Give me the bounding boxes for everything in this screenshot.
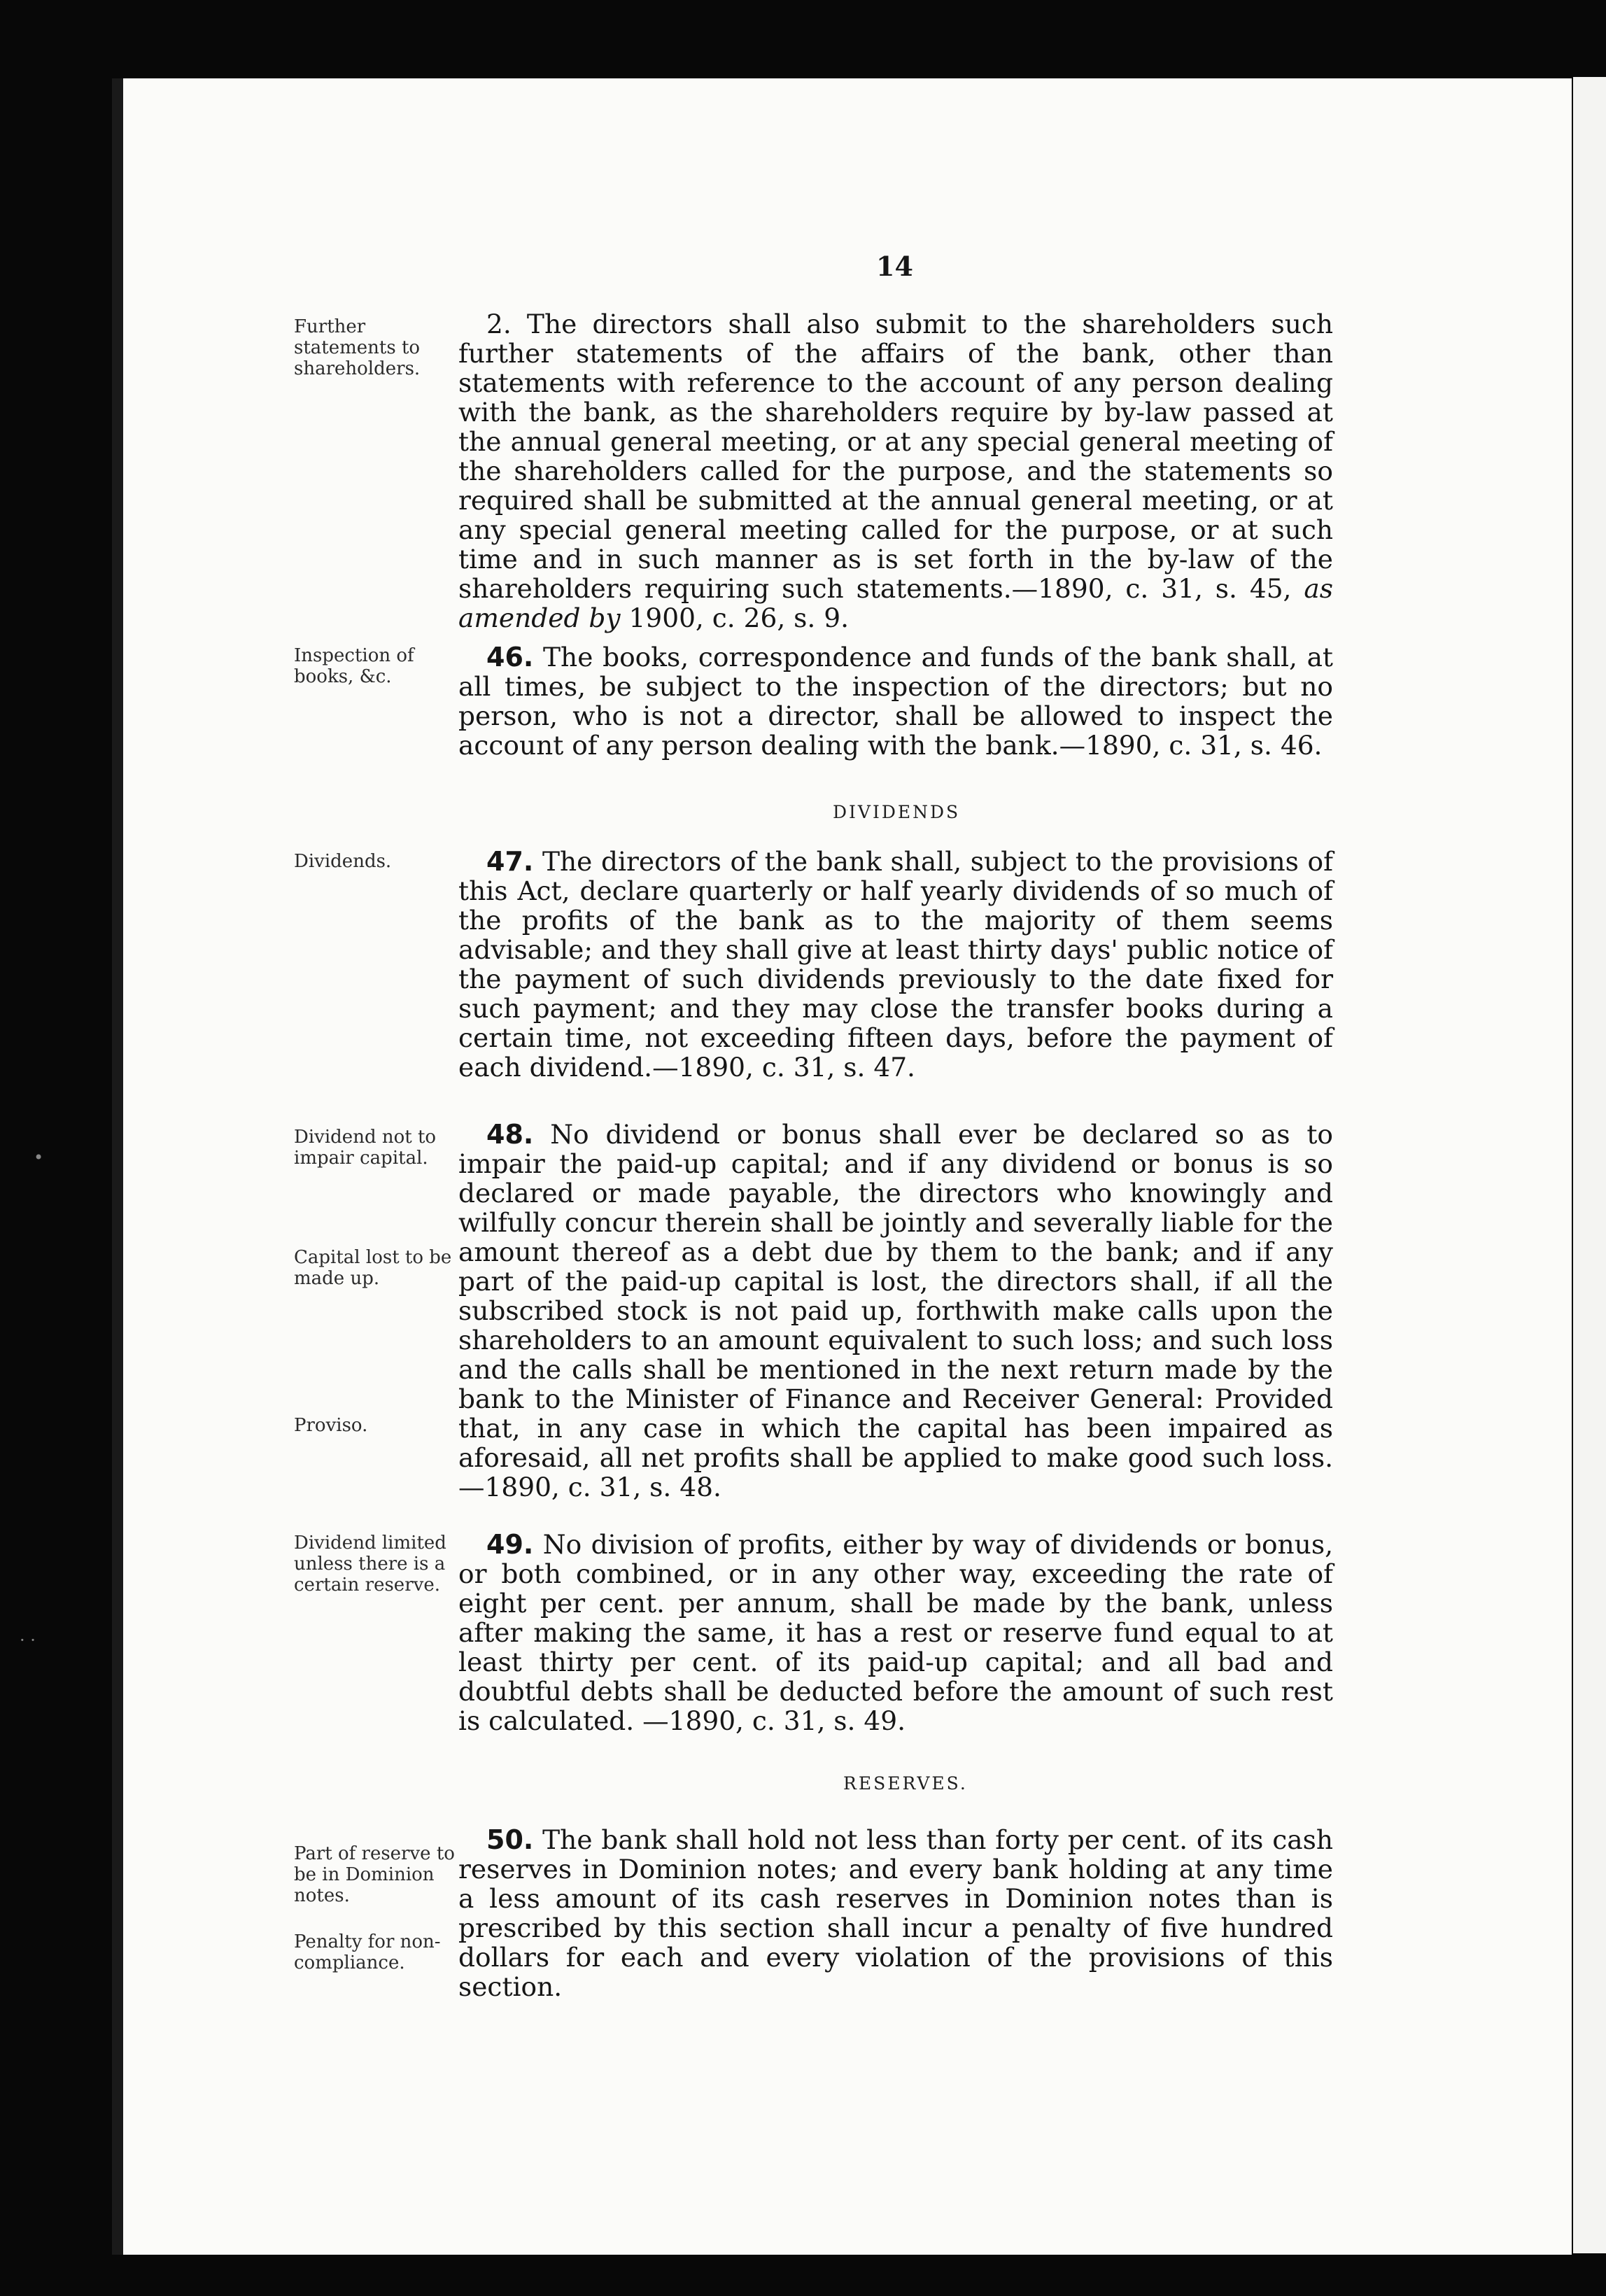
section-text: 2. The directors shall also submit to the shareholders such further statements of the affairs of the bank, other than statements with reference to the account of any person dealing with the bank, as the shareholders require by by-law passed at the annual general meeting, or at any special general meeting of the shareholders called for the purpose, and the statements so required shall be submitted at the annual general meeting, or at any special general meeting called for the purpose, or at such time and in such manner as is set forth in the by-law of the shareholders requiring such statements.—1890, c. 31, s. 45, — [458, 309, 1333, 604]
section-number: 48. — [486, 1119, 534, 1150]
section-text: The directors of the bank shall, subject to the provisions of this Act, declare quarterly or half yearly dividends of so much of the profits of the bank as to the majority of them seems advisable; and they shall give at least thirty days' public notice of the payment of such dividends previously to the date fixed for such payment; and they may close the transfer books during a certain time, not exceeding fifteen days, before the payment of each dividend.—1890, c. 31, s. 47. — [458, 846, 1334, 1083]
amendment-citation: 1900, c. 26, s. 9. — [628, 603, 850, 633]
margin-note-impair-capital: Dividend not to impair capital. — [294, 1127, 437, 1169]
margin-note-penalty: Penalty for non-compliance. — [294, 1931, 441, 1973]
adjacent-page-edge — [1573, 77, 1606, 2253]
margin-note-dividend-limited: Dividend limited unless there is a certain reserve. — [294, 1533, 446, 1596]
section-number: 50. — [486, 1824, 534, 1855]
heading-reserves: RESERVES. — [843, 1773, 968, 1794]
section-text: The books, correspondence and funds of the bank shall, at all times, be subject to the inspection of the directors; but no person, who is not a director, shall be allowed to inspect the account of any person dealing with the bank.—1890, c. 31, s. 46. — [458, 642, 1333, 761]
section-number: 47. — [486, 846, 534, 877]
scan-speck: • — [34, 1148, 44, 1167]
section-47 — [458, 847, 1333, 1082]
section-50 — [458, 1825, 1333, 2001]
margin-note-reserve-dominion-notes: Part of reserve to be in Dominion notes. — [294, 1843, 455, 1906]
scan-speck: · · — [20, 1631, 36, 1650]
margin-note-dividends: Dividends. — [294, 851, 392, 872]
margin-note-proviso: Proviso. — [294, 1415, 368, 1436]
section-45-subsection-2 — [458, 309, 1333, 633]
amendment-note: as amended by — [458, 573, 1333, 633]
heading-dividends: DIVIDENDS — [833, 802, 961, 822]
margin-note-capital-lost: Capital lost to be made up. — [294, 1247, 452, 1289]
section-48 — [458, 1120, 1333, 1502]
page-number: 14 — [876, 251, 913, 282]
section-49 — [458, 1530, 1333, 1735]
margin-note-inspection: Inspection of books, &c. — [294, 645, 414, 687]
section-number: 49. — [486, 1529, 534, 1560]
margin-note-further-statements: Further statements to shareholders. — [294, 316, 421, 379]
section-number: 46. — [486, 642, 534, 672]
section-46 — [458, 642, 1333, 760]
section-text: The bank shall hold not less than forty per cent. of its cash reserves in Dominion notes; and every bank holding at any time a less amount of its cash reserves in Dominion notes than is prescribed by this section shall incur a penalty of five hundred dollars for each and every violation of the provisions of this section. — [458, 1824, 1334, 2002]
section-text: No division of profits, either by way of dividends or bonus, or both combined, or in any other way, exceeding the rate of eight per cent. per annum, shall be made by the bank, unless after making the same, it has a rest or reserve fund equal to at least thirty per cent. of its paid-up capital; and all bad and doubtful debts shall be deducted before the amount of such rest is calculated. —1890, c. 31, s. 49. — [458, 1529, 1333, 1736]
section-text: No dividend or bonus shall ever be declared so as to impair the paid-up capital; and if any dividend or bonus is so declared or made payable, the directors who knowingly and wilfully concur therein shall be jointly and severally liable for the amount thereof as a debt due by them to the bank; and if any part of the paid-up capital is lost, the directors shall, if all the subscribed stock is not paid up, forthwith make calls upon the shareholders to an amount equivalent to such loss; and such loss and the calls shall be mentioned in the next return made by the bank to the Minister of Finance and Receiver General: Provided that, in any case in which the capital has been impaired as aforesaid, all net profits shall be applied to make good such loss.—1890, c. 31, s. 48. — [458, 1119, 1333, 1502]
